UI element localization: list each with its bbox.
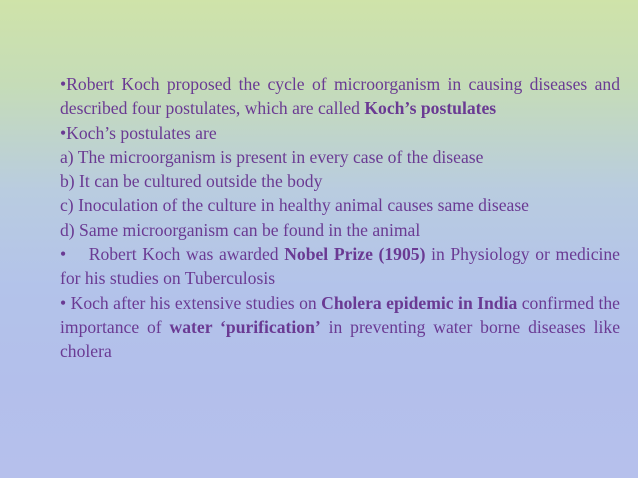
nobel-paragraph: [60, 242, 620, 291]
cholera-epidemic-term: Cholera epidemic in India: [321, 292, 518, 313]
nobel-bullet: •: [60, 244, 67, 265]
water-purification-term: water ‘purification’: [169, 316, 321, 337]
nobel-prize-term: Nobel Prize (1905): [284, 244, 426, 265]
postulate-b: b) It can be cultured outside the body: [60, 171, 323, 192]
cholera-text-after: in preventing water borne diseases like cholera: [60, 316, 621, 362]
nobel-text-after: in Physiology or medicine for his studies on Tuberculosis: [60, 244, 620, 289]
slide-body: [60, 72, 620, 364]
nobel-text-before: Robert Koch was awarded: [88, 244, 285, 265]
postulate-c: c) Inoculation of the culture in healthy animal causes same disease: [60, 195, 529, 216]
postulate-d: d) Same microorganism can be found in the animal: [60, 219, 421, 240]
cholera-text-before: • Koch after his extensive studies on: [60, 292, 322, 313]
intro-paragraph: [60, 72, 620, 121]
postulates-heading: •Koch’s postulates are: [60, 122, 217, 143]
kochs-postulates-term: Koch’s postulates: [364, 98, 497, 119]
cholera-text-middle: confirmed the importance of: [60, 292, 620, 337]
intro-text: •Robert Koch proposed the cycle of microorganism in causing diseases and described four postulates, which are called: [60, 74, 620, 119]
cholera-paragraph: [60, 291, 620, 364]
postulate-a: a) The microorganism is present in every case of the disease: [60, 146, 484, 167]
